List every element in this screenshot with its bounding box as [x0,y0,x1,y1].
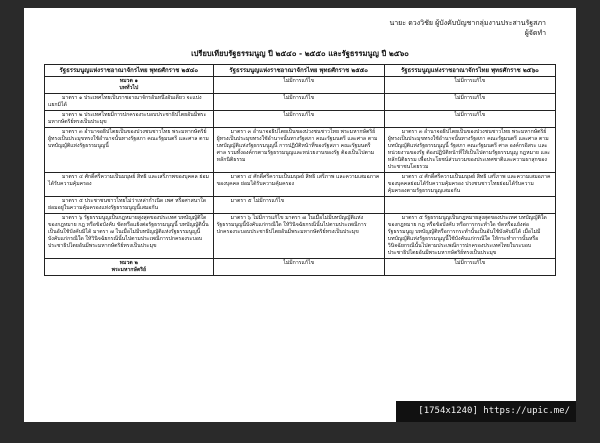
cell-text: ไม่มีการแก้ไข [454,260,486,266]
table-cell [213,259,384,276]
cell-text: มาตรา ๔ ศักดิ์ศรีความเป็นมนุษย์ สิทธิ เสรีภาพ และความเสมอภาคของบุคคล ย่อมได้รับความคุ้มครอง [216,174,380,187]
table-cell [384,77,555,94]
table-cell [384,111,555,128]
author-line: นายะ ดวงวิชัย ผู้บังคับบัญชากลุ่มงานประสานรัฐสภา [389,19,546,27]
column-header-2550: รัฐธรรมนูญแห่งราชอาณาจักรไทย พุทธศักราช ๒๕๕๐ [213,65,384,77]
table-row [45,259,556,276]
document-page [24,8,576,422]
cell-text: ไม่มีการแก้ไข [454,112,486,118]
table-cell [45,128,214,173]
table-row [45,111,556,128]
column-header-2540: รัฐธรรมนูญแห่งราชอาณาจักรไทย พุทธศักราช ๒๕๔๐ [45,65,214,77]
table-cell [213,94,384,111]
table-cell [384,214,555,259]
cell-text: มาตรา ๕ รัฐธรรมนูญเป็นกฎหมายสูงสุดของประเทศ บทบัญญัติใดของกฎหมาย กฎ หรือข้อบังคับ หรือการกระทำใด ขัดหรือแย้งต่อรัฐธรรมนูญ บทบัญญัติหรือการกระทำนั้นเป็นอันใช้บังคับมิได้ เมื่อไม่มีบทบัญญัติแห่งรัฐธรรมนูญนี้ใช้บังคับแก่กรณีใด ให้กระทำการนั้นหรือวินิจฉัยกรณีนั้นไปตามประเพณีการปกครองประเทศไทยในระบอบประชาธิปไตยอันมีพระมหากษัตริย์ทรงเป็นประมุข [387,215,547,256]
chapter-title: พระมหากษัตริย์ [111,267,147,273]
table-cell [45,111,214,128]
cell-text: มาตรา ๔ ศักดิ์ศรีความเป็นมนุษย์ สิทธิ เสรีภาพ และความเสมอภาคของบุคคลย่อมได้รับความคุ้มครอง ปวงชนชาวไทยย่อมได้รับความคุ้มครองตามรัฐธรรมนูญเสมอกัน [387,174,551,194]
comparison-table [44,64,556,276]
cell-text: ไม่มีการแก้ไข [283,78,315,84]
table-cell [45,214,214,259]
table-cell [213,214,384,259]
cell-text: ไม่มีการแก้ไข [454,78,486,84]
table-row [45,173,556,197]
document-title: เปรียบเทียบรัฐธรรมนูญ ปี ๒๕๔๐ - ๒๕๕๐ และรัฐธรรมนูญ ปี ๒๕๖๐ [191,49,409,58]
table-row [45,214,556,259]
table-cell [45,197,214,214]
chapter-number: หมวด ๑ [119,78,138,84]
table-cell [384,197,555,214]
cell-text: มาตรา ๓ อำนาจอธิปไตยเป็นของปวงชนชาวไทย พระมหากษัตริย์ผู้ทรงเป็นประมุขทรงใช้อำนาจนั้นทางรัฐสภา คณะรัฐมนตรี และศาล ตามบทบัญญัติแห่งรัฐธรรมนูญนี้ รัฐสภา คณะรัฐมนตรี ศาล องค์กรอิสระ และหน่วยงานของรัฐ ต้องปฏิบัติหน้าที่ให้เป็นไปตามรัฐธรรมนูญ กฎหมาย และหลักนิติธรรม เพื่อประโยชน์ส่วนรวมของประเทศชาติและความผาสุกของประชาชนโดยรวม [387,129,550,170]
table-row [45,197,556,214]
table-header-row [45,65,556,77]
cell-text: ไม่มีการแก้ไข [454,95,486,101]
table-cell [213,111,384,128]
cell-text: มาตรา ๖ ไม่มีการแก้ไข มาตรา ๗ ในเมื่อไม่มีบทบัญญัติแห่งรัฐธรรมนูญนี้บังคับแก่กรณีใด ให้วินิจฉัยกรณีนั้นไปตามประเพณีการปกครองระบอบประชาธิปไตยอันมีพระมหากษัตริย์ทรงเป็นประมุข [216,215,367,235]
table-cell [384,259,555,276]
cell-text: มาตรา ๕ ประชาชนชาวไทยไม่ว่าเหล่ากำเนิด เพศ หรือศาสนาใด ย่อมอยู่ในความคุ้มครองแห่งรัฐธรรมนูญนี้เสมอกัน [48,198,207,211]
cell-text: มาตรา ๔ ศักดิ์ศรีความเป็นมนุษย์ สิทธิ และเสรีภาพของบุคคล ย่อมได้รับความคุ้มครอง [48,174,209,187]
cell-text: ไม่มีการแก้ไข [283,95,315,101]
cell-text: มาตรา ๖ รัฐธรรมนูญเป็นกฎหมายสูงสุดของประเทศ บทบัญญัติใดของกฎหมาย กฎ หรือข้อบังคับ ขัดหรือแย้งต่อรัฐธรรมนูญนี้ บทบัญญัตินั้นเป็นอันใช้บังคับมิได้ มาตรา ๗ ในเมื่อไม่มีบทบัญญัติแห่งรัฐธรรมนูญนี้บังคับแก่กรณีใด ให้วินิจฉัยกรณีนั้นไปตามประเพณีการปกครองระบอบประชาธิปไตยอันมีพระมหากษัตริย์ทรงเป็นประมุข [48,215,209,249]
cell-text: มาตรา ๓ อำนาจอธิปไตยเป็นของปวงชนชาวไทย พระมหากษัตริย์ผู้ทรงเป็นประมุขทรงใช้อำนาจนั้นทางรัฐสภา คณะรัฐมนตรี และศาล ตามบทบัญญัติแห่งรัฐธรรมนูญนี้ การปฏิบัติหน้าที่ของรัฐสภา คณะรัฐมนตรี ศาล รวมทั้งองค์กรตามรัฐธรรมนูญและหน่วยงานของรัฐ ต้องเป็นไปตามหลักนิติธรรม [216,129,378,163]
cell-text: ไม่มีการแก้ไข [283,260,315,266]
table-cell [384,173,555,197]
table-cell [45,173,214,197]
table-cell [45,94,214,111]
table-cell [384,94,555,111]
cell-text: มาตรา ๕ ไม่มีการแก้ไข [230,198,285,204]
author-block [389,18,546,38]
chapter-title: บททั่วไป [119,85,139,91]
chapter-number: หมวด ๒ [119,260,138,266]
table-row [45,128,556,173]
table-cell [45,77,214,94]
table-row [45,77,556,94]
author-role: ผู้จัดทำ [524,29,546,37]
table-row [45,94,556,111]
table-cell [213,173,384,197]
table-cell [45,259,214,276]
column-header-2560: รัฐธรรมนูญแห่งราชอาณาจักรไทย พุทธศักราช ๒๕๖๐ [384,65,555,77]
cell-text: ไม่มีการแก้ไข [283,112,315,118]
table-cell [213,128,384,173]
cell-text: มาตรา ๓ อำนาจอธิปไตยเป็นของปวงชนชาวไทย พระมหากษัตริย์ผู้ทรงเป็นประมุขทรงใช้อำนาจนั้นทางรัฐสภา คณะรัฐมนตรี และศาล ตามบทบัญญัติแห่งรัฐธรรมนูญนี้ [48,129,209,149]
table-cell [384,128,555,173]
table-cell [213,77,384,94]
cell-text: มาตรา ๒ ประเทศไทยมีการปกครองระบอบประชาธิปไตยอันมีพระมหากษัตริย์ทรงเป็นประมุข [48,112,207,125]
cell-text: มาตรา ๑ ประเทศไทยเป็นราชอาณาจักรอันหนึ่งอันเดียว จะแบ่งแยกมิได้ [48,95,202,108]
image-watermark: [1754x1240] https://upic.me/ [396,401,576,422]
table-cell [213,197,384,214]
